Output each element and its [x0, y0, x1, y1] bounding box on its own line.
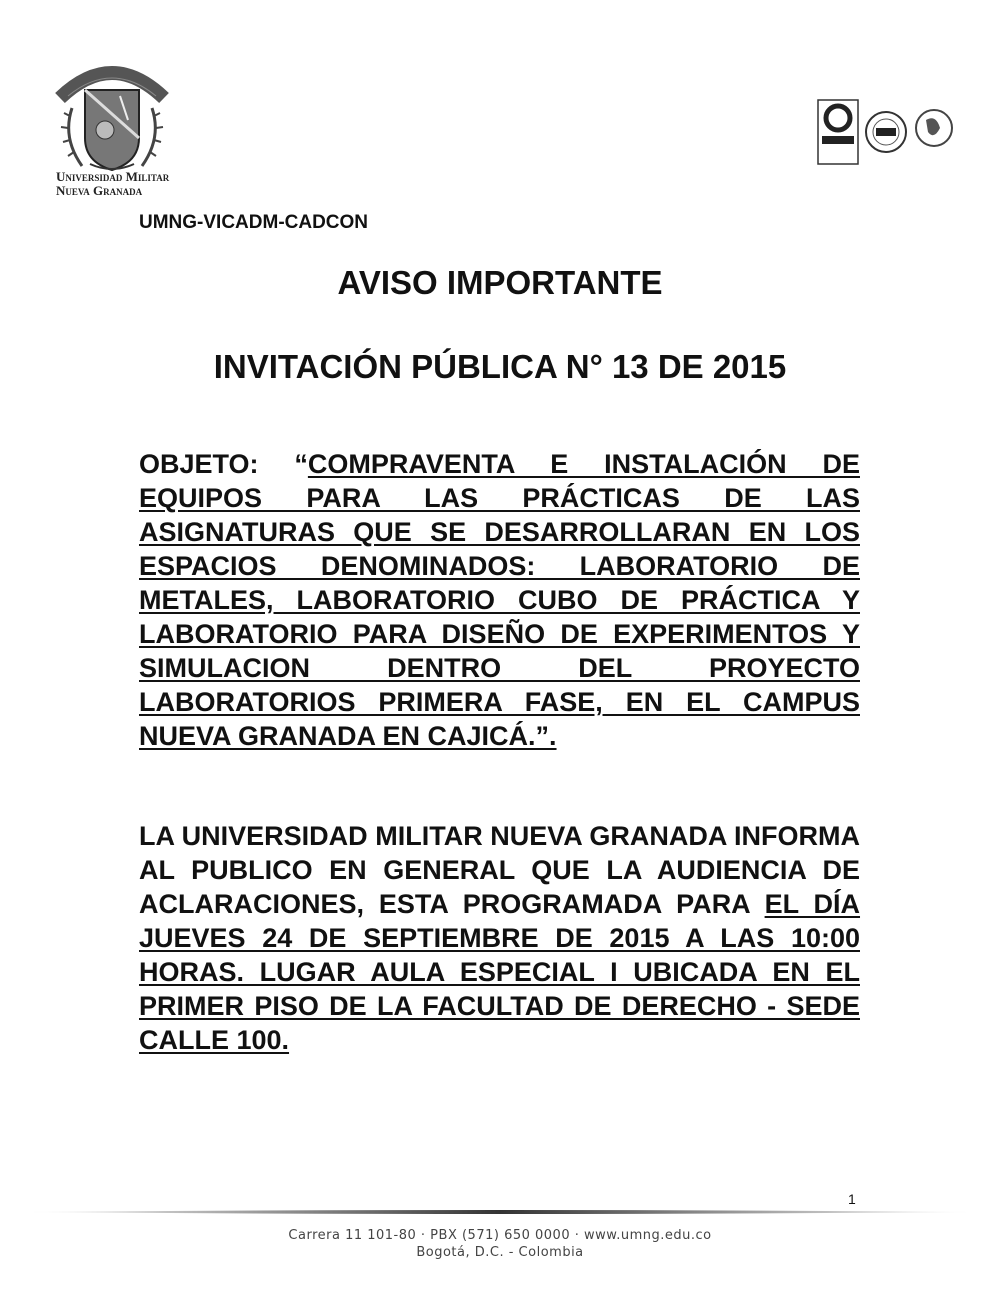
object-label: OBJETO: “ [139, 449, 308, 479]
university-name [56, 170, 169, 198]
notice-text: LA UNIVERSIDAD MILITAR NUEVA GRANADA INFORMA AL PUBLICO EN GENERAL QUE LA AUDIENCIA DE ACLARACIONES, ESTA PROGRAMADA PARA [139, 821, 860, 919]
document-code: UMNG-VICADM-CADCON [139, 212, 369, 233]
notice-paragraph [139, 819, 860, 1057]
notice-date-location: EL DÍA JUEVES 24 DE SEPTIEMBRE DE 2015 A LAS 10:00 HORAS. LUGAR AULA ESPECIAL I UBICADA EN EL PRIMER PISO DE LA FACULTAD DE DERECHO - SEDE CALLE 100. [139, 889, 861, 1055]
footer-city: Bogotá, D.C. - Colombia [416, 1245, 584, 1260]
document-subtitle: INVITACIÓN PÚBLICA N° 13 DE 2015 [213, 348, 787, 385]
footer-address: Carrera 11 101-80 · PBX (571) 650 0000 · www.umng.edu.co [288, 1228, 712, 1243]
footer-divider [25, 1209, 975, 1215]
object-paragraph [139, 447, 860, 753]
university-name-line1: Universidad Militar [56, 169, 170, 184]
document-title: AVISO IMPORTANTE [337, 264, 663, 301]
object-text: COMPRAVENTA E INSTALACIÓN DE EQUIPOS PARA LAS PRÁCTICAS DE LAS ASIGNATURAS QUE SE DESARROLLARAN EN LOS ESPACIOS DENOMINADOS: LABORATORIO DE METALES, LABORATORIO CUBO DE PRÁCTICA Y LABORATORIO PARA DISEÑO DE EXPERIMENTOS Y SIMULACION DENTRO DEL PROYECTO LABORATORIOS PRIMERA FASE, EN EL CAMPUS NUEVA GRANADA EN CAJICÁ.”. [139, 449, 860, 751]
page-number: 1 [848, 1191, 856, 1207]
certification-seals [816, 98, 956, 176]
university-name-line2: Nueva Granada [56, 183, 143, 198]
